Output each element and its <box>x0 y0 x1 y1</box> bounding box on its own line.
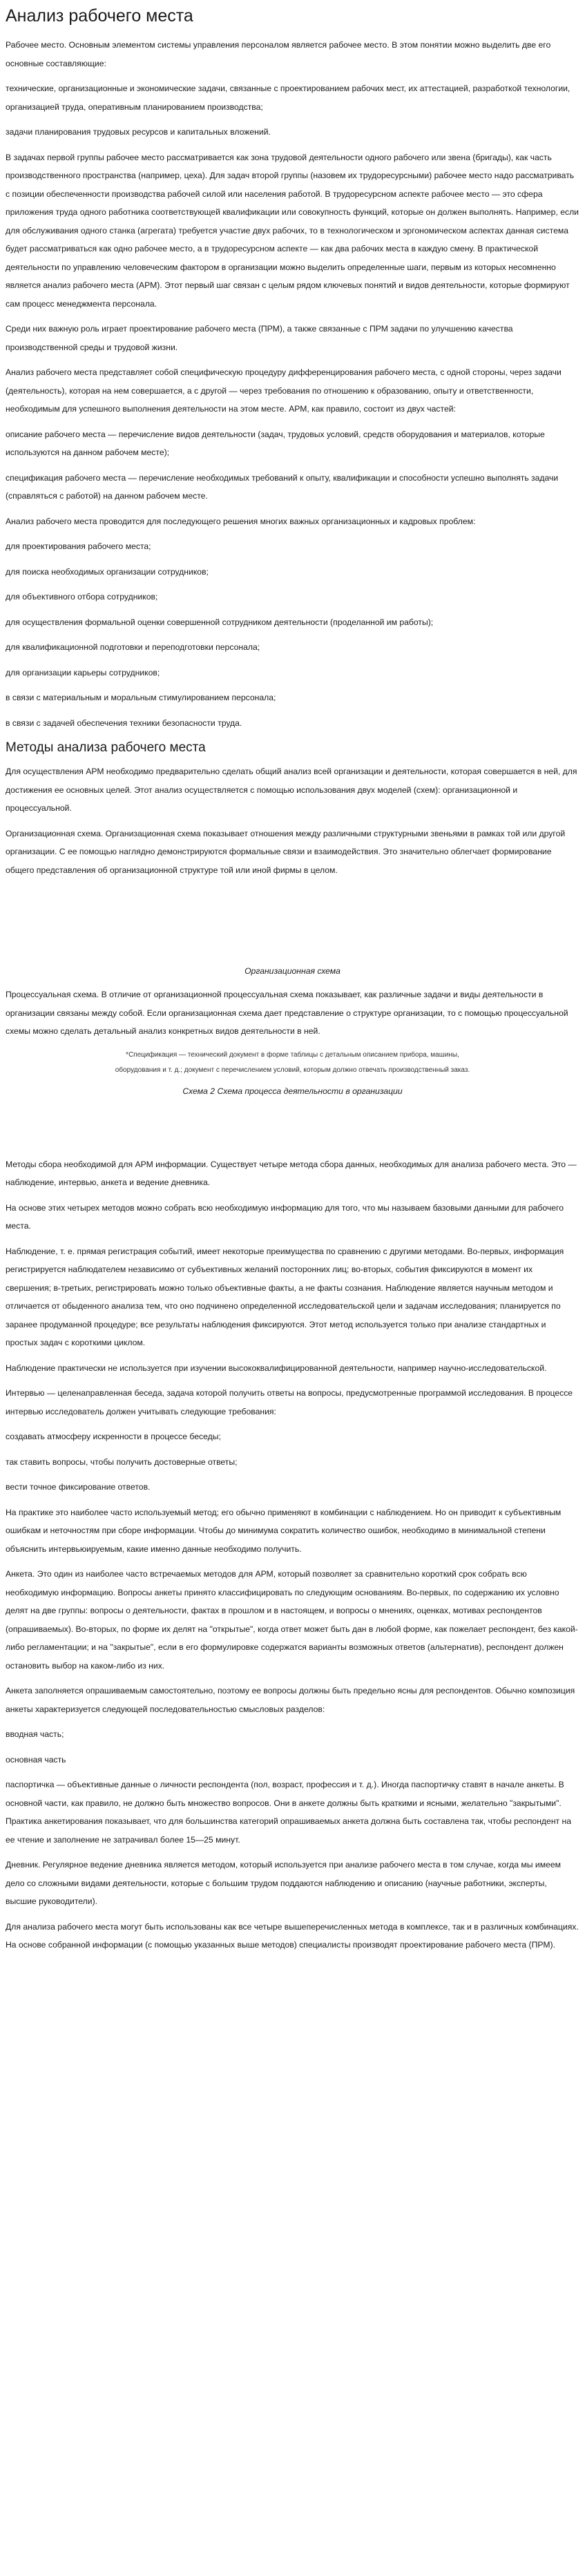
paragraph: Анализ рабочего места проводится для последующего решения многих важных организационных и кадровых проблем: <box>6 516 476 526</box>
list-item: для проектирования рабочего места; <box>6 541 151 551</box>
list-item: для осуществления формальной оценки совершенной сотрудником деятельности (проделанной им работы); <box>6 617 434 627</box>
paragraph: задачи планирования трудовых ресурсов и капитальных вложений. <box>6 127 271 137</box>
list-item: для объективного отбора сотрудников; <box>6 592 158 602</box>
footnote: оборудования и т. д.; документ с перечислением условий, которым должно отвечать производственный заказ. <box>115 1066 470 1074</box>
paragraph: спецификация рабочего места — перечисление необходимых требований к опыту, квалификации и способности успешно выполнять задачи (справляться с работой) на данном рабочем месте. <box>6 472 559 501</box>
list-item: для организации карьеры сотрудников; <box>6 667 160 677</box>
list-item: для квалификационной подготовки и переподготовки персонала; <box>6 642 260 652</box>
figure-caption: Схема 2 Схема процесса деятельности в организации <box>182 1086 403 1096</box>
page-title: Анализ рабочего места <box>6 6 193 26</box>
paragraph: описание рабочего места — перечисление видов деятельности (задач, трудовых условий, средств оборудования и материалов, которые используются на данном рабочем месте); <box>6 429 545 457</box>
paragraph: Процессуальная схема. В отличие от организационной процессуальная схема показывает, как различные задачи и виды деятельности в организации связаны между собой. Если организационная схема дает представление о структуре организации, то с помощью процессуальной схемы можно сделать детальный анализ конкретных видов деятельности в ней. <box>6 990 568 1036</box>
paragraph: Рабочее место. Основным элементом системы управления персоналом является рабочее место. В этом понятии можно выделить две его основные составляющие: <box>6 40 551 68</box>
paragraph: Анкета заполняется опрашиваемым самостоятельно, поэтому ее вопросы должны быть предельно ясны для респондентов. Обычно композиция анкеты характеризуется следующей последовательностью смысловых разделов: <box>6 1686 575 1714</box>
list-item: в связи с задачей обеспечения техники безопасности труда. <box>6 718 242 728</box>
paragraph: Для осуществления АРМ необходимо предварительно сделать общий анализ всей организации и деятельности, которая совершается в ней, для достижения ее основных целей. Этот анализ осуществляется с помощью использования двух моделей (схем): организационной и процессуальной. <box>6 767 577 813</box>
paragraph: Для анализа рабочего места могут быть использованы как все четыре вышеперечисленных метода в комплексе, так и в различных комбинациях. На основе собранной информации (с помощью указанных выше методов) специалисты производят проектирование рабочего места (ПРМ). <box>6 1921 579 1950</box>
paragraph: Интервью — целенаправленная беседа, задача которой получить ответы на вопросы, предусмотренные программой исследования. В процессе интервью исследователь должен учитывать следующие требования: <box>6 1388 573 1416</box>
figure-organizational-chart <box>6 886 579 962</box>
list-item: вести точное фиксирование ответов. <box>6 1482 151 1492</box>
paragraph: паспортичка — объективные данные о личности респондента (пол, возраст, профессия и т. д.). Иногда паспортичку ставят в начале анкеты. В основной части, как правило, не должно быть множество вопросов. Они в анкете должны быть краткими и ясными, желательно "закрытыми". Практика анкетирования показывает, что для большинства категорий опрашиваемых анкета должна быть составлена так, чтобы респондент на ее чтение и заполнение не затрачивал более 15—25 минут. <box>6 1780 572 1845</box>
paragraph: Организационная схема. Организационная схема показывает отношения между различными структурными звеньями в рамках той или другой организации. С ее помощью наглядно демонстрируются формальные связи и взаимодействия. Это значительно облегчает формирование общего представления об организационной структуре той или иной фирмы в целом. <box>6 828 566 875</box>
paragraph: Наблюдение практически не используется при изучении высококвалифицированной деятельности, например научно-исследовательской. <box>6 1363 547 1373</box>
paragraph: В задачах первой группы рабочее место рассматривается как зона трудовой деятельности одного рабочего или звена (бригады), как часть производственного пространства (например, цеха). Для задач второй группы (назовем их трудоресурсными) рабочее место надо рассматривать с позиции обеспеченности производства рабочей силой или населения работой. В трудоресурсном аспекте рабочее место — это сфера приложения труда одного работника соответствующей квалификации или совокупность функций, которые он должен выполнять. Например, если для обслуживания одного станка (агрегата) требуется участие двух рабочих, то в технологическом и эргономическом аспектах данная система будет рассматриваться как одно рабочее место, а в трудоресурсном аспекте — как два рабочих места в каждую смену. В практической деятельности по управлению человеческим фактором в организации можно выделить определенные шаги, первым из которых несомненно является анализ рабочего места (АРМ). Этот первый шаг связан с целым рядом ключевых понятий и видов деятельности, которые формируют сам процесс менеджмента персонала. <box>6 152 579 309</box>
paragraph: На основе этих четырех методов можно собрать всю необходимую информацию для того, что мы называем базовыми данными для рабочего места. <box>6 1202 564 1231</box>
list-item: создавать атмосферу искренности в процессе беседы; <box>6 1432 221 1441</box>
paragraph: Наблюдение, т. е. прямая регистрация событий, имеет некоторые преимущества по сравнению с другими методами. Во-первых, информация регистрируется наблюдателем независимо от субъективных желаний посторонних лиц; во-вторых, события фиксируются в момент их свершения; в-третьих, регистрировать можно только объективные факты, а не факты сознания. Наблюдение является научным методом и отличается от обыденного анализа тем, что оно подчинено определенной исследовательской цели и задачам исследования; планируется по заранее продуманной процедуре; все результаты наблюдения фиксируются. Этот метод используется только при анализе стандартных и простых задач с короткими циклом. <box>6 1246 564 1347</box>
list-item: основная часть <box>6 1754 66 1765</box>
list-item: для поиска необходимых организации сотрудников; <box>6 566 209 577</box>
paragraph: Дневник. Регулярное ведение дневника является методом, который используется при анализе рабочего места в том случае, когда мы имеем дело со сложными видами деятельности, которые с большим трудом поддаются наблюдению и описанию (научные работники, эксперты, высшие руководители). <box>6 1860 562 1906</box>
paragraph: технические, организационные и экономические задачи, связанные с проектированием рабочих мест, их аттестацией, разработкой технологии, организацией труда, оперативным планированием производства; <box>6 84 570 112</box>
paragraph: На практике это наиболее часто используемый метод; его обычно применяют в комбинации с наблюдением. Но он приводит к субъективным ошибкам и неточностям при сборе информации. Чтобы до минимума сократить количество ошибок, необходимо в минимальной степени объяснить интервьюируемым, какие именно данные необходимо получить. <box>6 1507 562 1554</box>
paragraph: Методы сбора необходимой для АРМ информации. Существует четыре метода сбора данных, необходимых для анализа рабочего места. Это — наблюдение, интервью, анкета и ведение дневника. <box>6 1159 577 1187</box>
paragraph: Среди них важную роль играет проектирование рабочего места (ПРМ), а также связанные с ПРМ задачи по улучшению качества производственной среды и трудовой жизни. <box>6 324 513 352</box>
article <box>6 0 579 1961</box>
list-item: в связи с материальным и моральным стимулированием персонала; <box>6 693 276 702</box>
list-item: вводная часть; <box>6 1729 64 1739</box>
figure-process-chart <box>6 1121 579 1155</box>
section-heading: Методы анализа рабочего места <box>6 740 206 755</box>
paragraph: Анкета. Это один из наиболее часто встречаемых методов для АРМ, который позволяет за сравнительно короткий срок собрать всю необходимую информацию. Вопросы анкеты принято классифицировать по следующим основаниям. Во-первых, по содержанию их условно делят на две группы: вопросы о деятельности, фактах в прошлом и в настоящем, и вопросы о мнениях, оценках, мотивах респондентов (опрашиваемых). Во-вторых, по форме их делят на "открытые", когда ответ может быть дан в любой форме, как пожелает респондент, без какой-либо регламентации; и на "закрытые", если в его формулировке содержатся варианты возможных ответов (альтернатив), респондент должен остановить выбор на каком-либо из них. <box>6 1569 578 1671</box>
paragraph: Анализ рабочего места представляет собой специфическую процедуру дифференцирования рабочего места, с одной стороны, через задачи (деятельность), которая на нем совершается, а с другой — через требования по отношению к образованию, опыту и ответственности, необходимым для успешного выполнения деятельности на этом месте. АРМ, как правило, состоит из двух частей: <box>6 367 562 414</box>
list-item: так ставить вопросы, чтобы получить достоверные ответы; <box>6 1457 238 1467</box>
footnote: *Спецификация — технический документ в форме таблицы с детальным описанием прибора, машины, <box>126 1050 459 1059</box>
figure-caption: Организационная схема <box>244 966 341 976</box>
